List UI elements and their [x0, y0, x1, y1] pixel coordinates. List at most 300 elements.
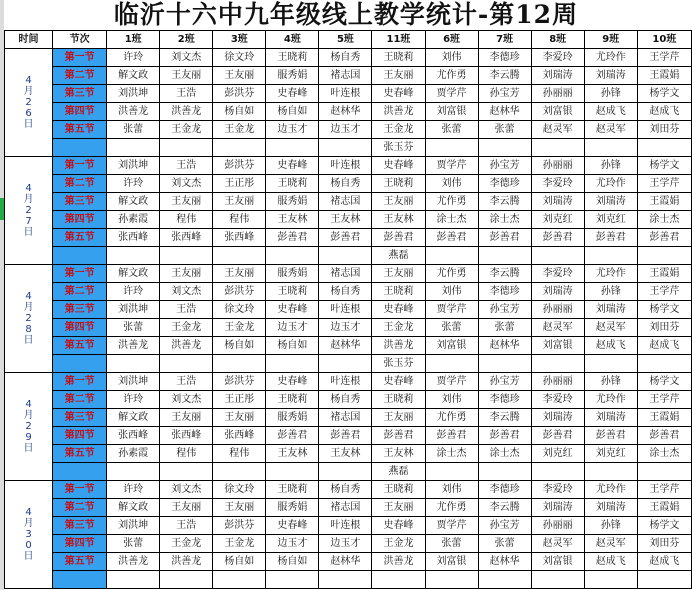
teacher-cell[interactable]: 刘田芬: [637, 535, 691, 553]
teacher-cell[interactable]: 杨自如: [266, 337, 319, 355]
teacher-cell[interactable]: 褚志国: [319, 67, 372, 85]
header-class[interactable]: 11班: [372, 31, 425, 49]
teacher-cell[interactable]: 边玉才: [266, 535, 319, 553]
header-class[interactable]: 5班: [319, 31, 372, 49]
teacher-cell[interactable]: 尤玲作: [584, 49, 637, 67]
teacher-cell[interactable]: 王正彤: [213, 175, 266, 193]
period-blank[interactable]: [53, 139, 107, 157]
teacher-cell[interactable]: 王晓莉: [266, 391, 319, 409]
teacher-cell[interactable]: 刘伟: [425, 481, 478, 499]
empty-cell[interactable]: [584, 571, 637, 589]
header-class[interactable]: 8班: [531, 31, 584, 49]
empty-cell[interactable]: [107, 355, 160, 373]
teacher-cell[interactable]: 杨学文: [637, 157, 691, 175]
teacher-cell[interactable]: 王霞娟: [637, 67, 691, 85]
teacher-cell[interactable]: 王友林: [372, 445, 425, 463]
teacher-cell[interactable]: 孙宝芳: [478, 301, 531, 319]
empty-cell[interactable]: [160, 571, 213, 589]
teacher-cell[interactable]: 许玲: [107, 49, 160, 67]
teacher-cell[interactable]: 杨自如: [266, 103, 319, 121]
period-label[interactable]: 第四节: [53, 427, 107, 445]
teacher-cell[interactable]: 王金龙: [213, 121, 266, 139]
teacher-cell[interactable]: 王学芹: [637, 391, 691, 409]
teacher-cell[interactable]: 尤作勇: [425, 193, 478, 211]
teacher-cell[interactable]: 贾学芹: [425, 85, 478, 103]
teacher-cell[interactable]: 解文政: [107, 67, 160, 85]
teacher-cell[interactable]: 许玲: [107, 175, 160, 193]
teacher-cell[interactable]: 涂士杰: [425, 211, 478, 229]
teacher-cell[interactable]: 彭洪芬: [213, 85, 266, 103]
teacher-cell[interactable]: 孙丽丽: [531, 301, 584, 319]
period-label[interactable]: 第一节: [53, 265, 107, 283]
teacher-cell[interactable]: 张西峰: [213, 427, 266, 445]
teacher-cell[interactable]: 李德珍: [478, 175, 531, 193]
empty-cell[interactable]: [107, 571, 160, 589]
empty-cell[interactable]: [266, 139, 319, 157]
teacher-cell[interactable]: 服秀娟: [266, 67, 319, 85]
teacher-cell[interactable]: 彭善君: [372, 229, 425, 247]
teacher-cell[interactable]: 王霞娟: [637, 265, 691, 283]
teacher-cell[interactable]: 王晓莉: [372, 391, 425, 409]
period-label[interactable]: 第一节: [53, 49, 107, 67]
teacher-cell[interactable]: 王晓莉: [372, 481, 425, 499]
teacher-cell[interactable]: 张西峰: [160, 427, 213, 445]
teacher-cell[interactable]: 王友丽: [213, 67, 266, 85]
empty-cell[interactable]: [107, 247, 160, 265]
teacher-cell[interactable]: 叶连根: [319, 373, 372, 391]
header-class[interactable]: 6班: [425, 31, 478, 49]
empty-cell[interactable]: [160, 247, 213, 265]
teacher-cell[interactable]: 赵林华: [478, 337, 531, 355]
teacher-cell[interactable]: 刘瑞涛: [584, 301, 637, 319]
teacher-cell[interactable]: 刘洪坤: [107, 517, 160, 535]
teacher-cell[interactable]: 李德珍: [478, 391, 531, 409]
date-cell[interactable]: [5, 481, 53, 589]
period-label[interactable]: 第三节: [53, 517, 107, 535]
teacher-cell[interactable]: 贾学芹: [425, 517, 478, 535]
empty-cell[interactable]: [531, 139, 584, 157]
teacher-cell[interactable]: 王金龙: [160, 535, 213, 553]
teacher-cell[interactable]: 王友丽: [213, 409, 266, 427]
teacher-cell[interactable]: 服秀娟: [266, 193, 319, 211]
empty-cell[interactable]: [425, 463, 478, 481]
teacher-cell[interactable]: 杨自秀: [319, 49, 372, 67]
teacher-cell[interactable]: 刘文杰: [160, 49, 213, 67]
teacher-cell[interactable]: 史春峰: [372, 157, 425, 175]
teacher-cell[interactable]: 王浩: [160, 517, 213, 535]
teacher-cell[interactable]: 张蕾: [425, 535, 478, 553]
teacher-cell[interactable]: 李云腾: [478, 265, 531, 283]
teacher-cell[interactable]: 王学芹: [637, 49, 691, 67]
teacher-cell[interactable]: 王金龙: [372, 121, 425, 139]
teacher-cell[interactable]: 孙丽丽: [531, 157, 584, 175]
teacher-cell[interactable]: 赵灵军: [584, 319, 637, 337]
teacher-cell[interactable]: 李德珍: [478, 49, 531, 67]
teacher-cell[interactable]: 杨自如: [266, 553, 319, 571]
teacher-cell[interactable]: 孙锋: [584, 373, 637, 391]
teacher-cell[interactable]: 杨自秀: [319, 283, 372, 301]
teacher-cell[interactable]: 王学芹: [637, 175, 691, 193]
empty-cell[interactable]: [160, 463, 213, 481]
teacher-cell[interactable]: 王友丽: [372, 499, 425, 517]
teacher-cell[interactable]: 彭善君: [478, 427, 531, 445]
teacher-cell[interactable]: 刘克红: [531, 445, 584, 463]
teacher-cell[interactable]: 孙宝芳: [478, 157, 531, 175]
teacher-cell[interactable]: 王金龙: [372, 319, 425, 337]
teacher-cell[interactable]: 史春峰: [266, 85, 319, 103]
empty-cell[interactable]: [425, 355, 478, 373]
teacher-cell[interactable]: 彭善君: [637, 229, 691, 247]
empty-cell[interactable]: [266, 571, 319, 589]
teacher-cell[interactable]: 王金龙: [213, 319, 266, 337]
teacher-cell[interactable]: 彭洪芬: [213, 517, 266, 535]
teacher-cell[interactable]: 解文政: [107, 265, 160, 283]
empty-cell[interactable]: [637, 247, 691, 265]
teacher-cell[interactable]: 赵成飞: [584, 103, 637, 121]
teacher-cell[interactable]: 王正彤: [213, 391, 266, 409]
period-label[interactable]: 第三节: [53, 409, 107, 427]
period-blank[interactable]: [53, 571, 107, 589]
teacher-cell[interactable]: 史春峰: [266, 517, 319, 535]
teacher-cell[interactable]: 王浩: [160, 85, 213, 103]
teacher-cell[interactable]: 史春峰: [372, 373, 425, 391]
period-label[interactable]: 第五节: [53, 553, 107, 571]
teacher-cell[interactable]: 孙丽丽: [531, 373, 584, 391]
header-class[interactable]: 2班: [160, 31, 213, 49]
teacher-cell[interactable]: 涂士杰: [637, 211, 691, 229]
teacher-cell[interactable]: 王晓莉: [266, 481, 319, 499]
teacher-cell[interactable]: 服秀娟: [266, 409, 319, 427]
teacher-cell[interactable]: 杨学文: [637, 85, 691, 103]
teacher-cell[interactable]: 刘富银: [531, 553, 584, 571]
teacher-cell[interactable]: 彭善君: [531, 427, 584, 445]
teacher-cell[interactable]: 杨自如: [213, 553, 266, 571]
teacher-cell[interactable]: 王浩: [160, 301, 213, 319]
teacher-cell[interactable]: 尤玲作: [584, 265, 637, 283]
period-label[interactable]: 第二节: [53, 391, 107, 409]
teacher-cell[interactable]: 程伟: [213, 211, 266, 229]
teacher-cell[interactable]: 孙丽丽: [531, 517, 584, 535]
period-label[interactable]: 第四节: [53, 103, 107, 121]
teacher-cell[interactable]: 赵林华: [319, 337, 372, 355]
teacher-cell[interactable]: 张蕾: [107, 121, 160, 139]
teacher-cell[interactable]: 王晓莉: [372, 49, 425, 67]
teacher-cell[interactable]: 解文政: [107, 409, 160, 427]
empty-cell[interactable]: [107, 463, 160, 481]
teacher-cell[interactable]: 王学芹: [637, 481, 691, 499]
teacher-cell[interactable]: 王友林: [372, 211, 425, 229]
teacher-cell[interactable]: 王友丽: [372, 193, 425, 211]
teacher-cell[interactable]: 叶连根: [319, 85, 372, 103]
teacher-cell[interactable]: 王霞娟: [637, 193, 691, 211]
teacher-cell[interactable]: 程伟: [160, 445, 213, 463]
teacher-cell[interactable]: 赵灵军: [531, 535, 584, 553]
empty-cell[interactable]: [584, 355, 637, 373]
teacher-cell[interactable]: 程伟: [160, 211, 213, 229]
teacher-cell[interactable]: 王晓莉: [372, 175, 425, 193]
teacher-cell[interactable]: 杨自秀: [319, 481, 372, 499]
teacher-cell[interactable]: 王晓莉: [266, 175, 319, 193]
period-label[interactable]: 第二节: [53, 283, 107, 301]
supervisor-cell[interactable]: [372, 571, 425, 589]
teacher-cell[interactable]: 孙锋: [584, 157, 637, 175]
teacher-cell[interactable]: 洪善龙: [107, 553, 160, 571]
supervisor-cell[interactable]: 张玉芬: [372, 355, 425, 373]
teacher-cell[interactable]: 洪善龙: [372, 553, 425, 571]
teacher-cell[interactable]: 杨学文: [637, 517, 691, 535]
teacher-cell[interactable]: 王友丽: [213, 265, 266, 283]
teacher-cell[interactable]: 王友丽: [160, 265, 213, 283]
supervisor-cell[interactable]: 张玉芬: [372, 139, 425, 157]
teacher-cell[interactable]: 赵林华: [319, 103, 372, 121]
teacher-cell[interactable]: 李云腾: [478, 409, 531, 427]
teacher-cell[interactable]: 刘瑞涛: [584, 67, 637, 85]
teacher-cell[interactable]: 刘文杰: [160, 175, 213, 193]
teacher-cell[interactable]: 彭善君: [531, 229, 584, 247]
teacher-cell[interactable]: 刘克红: [531, 211, 584, 229]
teacher-cell[interactable]: 刘伟: [425, 175, 478, 193]
teacher-cell[interactable]: 许玲: [107, 283, 160, 301]
teacher-cell[interactable]: 王金龙: [213, 535, 266, 553]
teacher-cell[interactable]: 杨自秀: [319, 175, 372, 193]
period-label[interactable]: 第四节: [53, 211, 107, 229]
empty-cell[interactable]: [266, 247, 319, 265]
date-cell[interactable]: [5, 373, 53, 481]
teacher-cell[interactable]: 刘富银: [531, 337, 584, 355]
teacher-cell[interactable]: 王浩: [160, 373, 213, 391]
header-class[interactable]: 9班: [584, 31, 637, 49]
teacher-cell[interactable]: 刘富银: [425, 553, 478, 571]
teacher-cell[interactable]: 尤作勇: [425, 265, 478, 283]
teacher-cell[interactable]: 洪善龙: [160, 553, 213, 571]
teacher-cell[interactable]: 刘田芬: [637, 319, 691, 337]
teacher-cell[interactable]: 王友丽: [372, 265, 425, 283]
teacher-cell[interactable]: 彭善君: [372, 427, 425, 445]
teacher-cell[interactable]: 褚志国: [319, 193, 372, 211]
empty-cell[interactable]: [478, 139, 531, 157]
teacher-cell[interactable]: 刘文杰: [160, 283, 213, 301]
teacher-cell[interactable]: 尤作勇: [425, 67, 478, 85]
teacher-cell[interactable]: 王霞娟: [637, 409, 691, 427]
header-time[interactable]: 时间: [5, 31, 53, 49]
teacher-cell[interactable]: 王霞娟: [637, 499, 691, 517]
teacher-cell[interactable]: 刘洪坤: [107, 301, 160, 319]
teacher-cell[interactable]: 贾学芹: [425, 373, 478, 391]
empty-cell[interactable]: [584, 463, 637, 481]
empty-cell[interactable]: [213, 355, 266, 373]
teacher-cell[interactable]: 彭善君: [319, 427, 372, 445]
teacher-cell[interactable]: 王友林: [266, 445, 319, 463]
teacher-cell[interactable]: 王友林: [266, 211, 319, 229]
empty-cell[interactable]: [531, 571, 584, 589]
teacher-cell[interactable]: 服秀娟: [266, 499, 319, 517]
teacher-cell[interactable]: 孙锋: [584, 283, 637, 301]
teacher-cell[interactable]: 彭洪芬: [213, 283, 266, 301]
teacher-cell[interactable]: 刘富银: [425, 337, 478, 355]
period-blank[interactable]: [53, 247, 107, 265]
teacher-cell[interactable]: 赵灵军: [584, 535, 637, 553]
teacher-cell[interactable]: 李爱玲: [531, 391, 584, 409]
teacher-cell[interactable]: 赵成飞: [637, 103, 691, 121]
teacher-cell[interactable]: 王浩: [160, 157, 213, 175]
period-label[interactable]: 第四节: [53, 535, 107, 553]
teacher-cell[interactable]: 李云腾: [478, 499, 531, 517]
teacher-cell[interactable]: 张西峰: [107, 427, 160, 445]
period-blank[interactable]: [53, 463, 107, 481]
teacher-cell[interactable]: 张蕾: [425, 319, 478, 337]
teacher-cell[interactable]: 刘伟: [425, 391, 478, 409]
header-class[interactable]: 1班: [107, 31, 160, 49]
empty-cell[interactable]: [213, 139, 266, 157]
empty-cell[interactable]: [584, 139, 637, 157]
teacher-cell[interactable]: 赵林华: [478, 103, 531, 121]
teacher-cell[interactable]: 尤玲作: [584, 175, 637, 193]
teacher-cell[interactable]: 洪善龙: [160, 103, 213, 121]
teacher-cell[interactable]: 王友丽: [372, 409, 425, 427]
teacher-cell[interactable]: 李云腾: [478, 67, 531, 85]
teacher-cell[interactable]: 王金龙: [372, 535, 425, 553]
teacher-cell[interactable]: 服秀娟: [266, 265, 319, 283]
teacher-cell[interactable]: 李爱玲: [531, 265, 584, 283]
empty-cell[interactable]: [107, 139, 160, 157]
empty-cell[interactable]: [266, 463, 319, 481]
teacher-cell[interactable]: 彭善君: [478, 229, 531, 247]
empty-cell[interactable]: [425, 571, 478, 589]
teacher-cell[interactable]: 洪善龙: [160, 337, 213, 355]
teacher-cell[interactable]: 张西峰: [107, 229, 160, 247]
header-class[interactable]: 3班: [213, 31, 266, 49]
teacher-cell[interactable]: 尤作勇: [425, 499, 478, 517]
teacher-cell[interactable]: 解文政: [107, 499, 160, 517]
teacher-cell[interactable]: 赵成飞: [584, 337, 637, 355]
period-label[interactable]: 第一节: [53, 481, 107, 499]
teacher-cell[interactable]: 边玉才: [266, 121, 319, 139]
teacher-cell[interactable]: 彭洪芬: [213, 157, 266, 175]
teacher-cell[interactable]: 杨自如: [213, 103, 266, 121]
teacher-cell[interactable]: 褚志国: [319, 409, 372, 427]
period-label[interactable]: 第三节: [53, 85, 107, 103]
teacher-cell[interactable]: 彭善君: [637, 427, 691, 445]
header-class[interactable]: 4班: [266, 31, 319, 49]
teacher-cell[interactable]: 刘洪坤: [107, 157, 160, 175]
empty-cell[interactable]: [478, 355, 531, 373]
teacher-cell[interactable]: 边玉才: [319, 121, 372, 139]
teacher-cell[interactable]: 李爱玲: [531, 175, 584, 193]
teacher-cell[interactable]: 孙锋: [584, 517, 637, 535]
teacher-cell[interactable]: 孙素霞: [107, 211, 160, 229]
teacher-cell[interactable]: 孙宝芳: [478, 373, 531, 391]
teacher-cell[interactable]: 彭善君: [584, 427, 637, 445]
header-class[interactable]: 10班: [637, 31, 691, 49]
teacher-cell[interactable]: 涂士杰: [478, 445, 531, 463]
teacher-cell[interactable]: 张蕾: [478, 535, 531, 553]
teacher-cell[interactable]: 尤作勇: [425, 409, 478, 427]
empty-cell[interactable]: [213, 571, 266, 589]
empty-cell[interactable]: [160, 139, 213, 157]
teacher-cell[interactable]: 张蕾: [478, 121, 531, 139]
supervisor-cell[interactable]: 燕磊: [372, 463, 425, 481]
teacher-cell[interactable]: 边玉才: [319, 535, 372, 553]
teacher-cell[interactable]: 孙宝芳: [478, 517, 531, 535]
empty-cell[interactable]: [319, 355, 372, 373]
teacher-cell[interactable]: 孙锋: [584, 85, 637, 103]
empty-cell[interactable]: [531, 463, 584, 481]
teacher-cell[interactable]: 王晓莉: [266, 49, 319, 67]
teacher-cell[interactable]: 解文政: [107, 193, 160, 211]
period-label[interactable]: 第一节: [53, 157, 107, 175]
teacher-cell[interactable]: 刘伟: [425, 283, 478, 301]
empty-cell[interactable]: [319, 571, 372, 589]
teacher-cell[interactable]: 叶连根: [319, 301, 372, 319]
teacher-cell[interactable]: 王晓莉: [266, 283, 319, 301]
teacher-cell[interactable]: 尤玲作: [584, 481, 637, 499]
teacher-cell[interactable]: 王友丽: [160, 193, 213, 211]
teacher-cell[interactable]: 李德珍: [478, 283, 531, 301]
teacher-cell[interactable]: 边玉才: [266, 319, 319, 337]
teacher-cell[interactable]: 赵灵军: [584, 121, 637, 139]
empty-cell[interactable]: [319, 463, 372, 481]
teacher-cell[interactable]: 彭善君: [266, 229, 319, 247]
date-cell[interactable]: [5, 157, 53, 265]
teacher-cell[interactable]: 叶连根: [319, 517, 372, 535]
teacher-cell[interactable]: 尤玲作: [584, 391, 637, 409]
empty-cell[interactable]: [425, 139, 478, 157]
header-class[interactable]: 7班: [478, 31, 531, 49]
teacher-cell[interactable]: 彭善君: [425, 427, 478, 445]
teacher-cell[interactable]: 赵成飞: [637, 553, 691, 571]
header-period[interactable]: 节次: [53, 31, 107, 49]
empty-cell[interactable]: [425, 247, 478, 265]
teacher-cell[interactable]: 王友丽: [160, 67, 213, 85]
teacher-cell[interactable]: 孙丽丽: [531, 85, 584, 103]
teacher-cell[interactable]: 洪善龙: [372, 337, 425, 355]
teacher-cell[interactable]: 刘瑞涛: [531, 67, 584, 85]
period-label[interactable]: 第一节: [53, 373, 107, 391]
empty-cell[interactable]: [478, 463, 531, 481]
teacher-cell[interactable]: 洪善龙: [107, 103, 160, 121]
teacher-cell[interactable]: 孙宝芳: [478, 85, 531, 103]
teacher-cell[interactable]: 涂士杰: [478, 211, 531, 229]
teacher-cell[interactable]: 王友丽: [372, 67, 425, 85]
teacher-cell[interactable]: 彭善君: [266, 427, 319, 445]
teacher-cell[interactable]: 张蕾: [425, 121, 478, 139]
teacher-cell[interactable]: 边玉才: [319, 319, 372, 337]
period-label[interactable]: 第五节: [53, 229, 107, 247]
teacher-cell[interactable]: 史春峰: [266, 373, 319, 391]
teacher-cell[interactable]: 彭善君: [584, 229, 637, 247]
teacher-cell[interactable]: 史春峰: [266, 157, 319, 175]
teacher-cell[interactable]: 彭善君: [319, 229, 372, 247]
teacher-cell[interactable]: 洪善龙: [372, 103, 425, 121]
teacher-cell[interactable]: 刘洪坤: [107, 85, 160, 103]
empty-cell[interactable]: [637, 139, 691, 157]
teacher-cell[interactable]: 徐文玲: [213, 481, 266, 499]
teacher-cell[interactable]: 史春峰: [266, 301, 319, 319]
empty-cell[interactable]: [478, 571, 531, 589]
teacher-cell[interactable]: 李爱玲: [531, 481, 584, 499]
teacher-cell[interactable]: 褚志国: [319, 265, 372, 283]
teacher-cell[interactable]: 王金龙: [160, 319, 213, 337]
teacher-cell[interactable]: 刘瑞涛: [531, 409, 584, 427]
teacher-cell[interactable]: 刘文杰: [160, 481, 213, 499]
teacher-cell[interactable]: 刘富银: [425, 103, 478, 121]
empty-cell[interactable]: [319, 247, 372, 265]
teacher-cell[interactable]: 涂士杰: [637, 445, 691, 463]
date-cell[interactable]: [5, 49, 53, 157]
empty-cell[interactable]: [584, 247, 637, 265]
teacher-cell[interactable]: 王友丽: [213, 193, 266, 211]
empty-cell[interactable]: [637, 355, 691, 373]
